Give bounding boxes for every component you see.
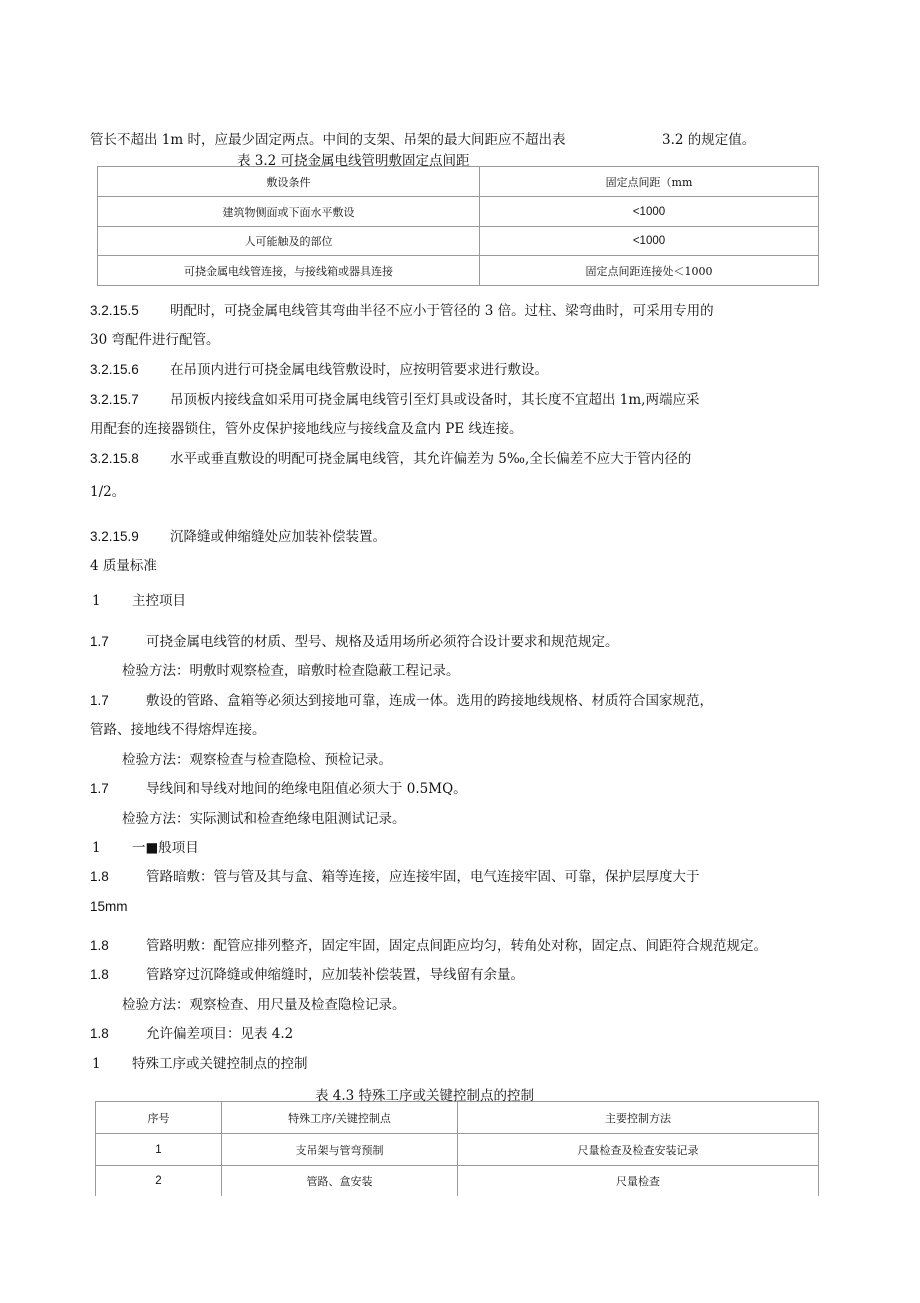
header-cell: 特殊工序/关键控制点: [222, 1102, 458, 1134]
table-cell: 支吊架与管弯预制: [222, 1134, 458, 1166]
check-method: 检验方法：实际测试和检查绝缘电阻测试记录。: [122, 811, 406, 827]
table-cell: 尺量检查及检查安装记录: [458, 1134, 819, 1166]
table-cell: 2: [96, 1166, 222, 1196]
item-number: 1.8: [90, 1026, 109, 1041]
table-cell: 人可能触及的部位: [98, 227, 480, 256]
table-3-2: [97, 166, 819, 286]
item-number: 1.8: [90, 967, 109, 982]
item-text: 敷设的管路、盒箱等必须达到接地可靠，连成一体。选用的跨接地线规格、材质符合国家规范，: [146, 693, 713, 709]
header-cell: 序号: [96, 1102, 222, 1134]
item-number: 1.7: [90, 781, 109, 796]
subsection-number: 1: [92, 840, 101, 856]
clause-number: 3.2.15.5: [90, 303, 139, 318]
clause-text: 水平或垂直敷设的明配可挠金属电线管，其允许偏差为 5‰,全长偏差不应大于管内径的: [170, 451, 692, 467]
item-text: 可挠金属电线管的材质、型号、规格及适用场所必须符合设计要求和规范规定。: [146, 634, 619, 650]
table-row: [98, 227, 819, 256]
item-number: 1.7: [90, 693, 109, 708]
section-heading: 4 质量标准: [90, 558, 157, 574]
header-cell: 主要控制方法: [458, 1102, 819, 1134]
check-method: 检验方法：明敷时观察检查，暗敷时检查隐蔽工程记录。: [122, 663, 460, 679]
clause-text: 沉降缝或伸缩缝处应加装补偿装置。: [170, 529, 386, 545]
item-text: 15mm: [90, 899, 128, 914]
subsection-heading: 主控项目: [132, 593, 186, 609]
clause-number: 3.2.15.7: [90, 392, 139, 407]
table-row: [96, 1134, 819, 1166]
table-cell: 固定点间距连接处＜1000: [480, 256, 819, 286]
clause-number: 3.2.15.6: [90, 362, 139, 377]
clause-text: 明配时，可挠金属电线管其弯曲半径不应小于管径的 3 倍。过柱、梁弯曲时，可采用专用的: [170, 303, 714, 319]
table-cell: <1000: [480, 197, 819, 227]
item-text: 允许偏差项目：见表 4.2: [146, 1026, 294, 1042]
item-number: 1.7: [90, 634, 109, 649]
clause-text: 在吊顶内进行可挠金属电线管敷设时，应按明管要求进行敷设。: [170, 362, 548, 378]
clause-number: 3.2.15.8: [90, 451, 139, 466]
table-cell: 可挠金属电线管连接，与接线箱或器具连接: [98, 256, 480, 286]
table-header-row: [98, 167, 819, 197]
subsection-number: 1: [92, 593, 101, 609]
clause-text: 吊顶板内接线盒如采用可挠金属电线管引至灯具或设备时，其长度不宜超出 1m,两端应采: [170, 392, 700, 408]
intro-text: 管长不超出 1m 时，应最少固定两点。中间的支架、吊架的最大间距应不超出表: [90, 132, 566, 148]
header-cell: 敷设条件: [98, 167, 480, 197]
table-4-3-caption: 表 4.3 特殊工序或关键控制点的控制: [315, 1088, 535, 1104]
table-cell: 建筑物侧面或下面水平敷设: [98, 197, 480, 227]
table-cell: 尺量检查: [458, 1166, 819, 1196]
clause-text: 30 弯配件进行配管。: [90, 332, 220, 348]
subsection-number: 1: [92, 1056, 101, 1072]
table-row: [98, 197, 819, 227]
check-method: 检验方法：观察检查与检查隐检、预检记录。: [122, 752, 392, 768]
item-number: 1.8: [90, 938, 109, 953]
subsection-heading: 一■般项目: [132, 840, 199, 856]
item-text: 管路、接地线不得熔焊连接。: [90, 722, 266, 738]
check-method: 检验方法：观察检查、用尺量及检查隐检记录。: [122, 997, 406, 1013]
table-row: [96, 1166, 819, 1196]
intro-text-end: 3.2 的规定值。: [662, 132, 756, 148]
header-cell: 固定点间距（mm: [480, 167, 819, 197]
clause-number: 3.2.15.9: [90, 529, 139, 544]
item-text: 导线间和导线对地间的绝缘电阻值必须大于 0.5MQ。: [146, 781, 467, 797]
item-text: 管路暗敷：管与管及其与盒、箱等连接，应连接牢固，电气连接牢固、可靠，保护层厚度大于: [146, 869, 700, 885]
clause-text: 1/2。: [90, 484, 126, 500]
item-text: 管路穿过沉降缝或伸缩缝时，应加装补偿装置，导线留有余量。: [146, 967, 524, 983]
clause-text: 用配套的连接器锁住，管外皮保护接地线应与接线盒及盒内 PE 线连接。: [90, 421, 523, 437]
subsection-heading: 特殊工序或关键控制点的控制: [132, 1056, 308, 1072]
item-text: 管路明敷：配管应排列整齐，固定牢固，固定点间距应均匀，转角处对称，固定点、间距符合规范规定。: [146, 938, 767, 954]
table-cell: 管路、盒安装: [222, 1166, 458, 1196]
table-cell: 1: [96, 1134, 222, 1166]
table-header-row: [96, 1102, 819, 1134]
table-row: [98, 256, 819, 286]
table-cell: <1000: [480, 227, 819, 256]
item-number: 1.8: [90, 869, 109, 884]
table-3-2-caption: 表 3.2 可挠金属电线管明敷固定点间距: [237, 153, 470, 169]
table-4-3: [95, 1101, 819, 1196]
